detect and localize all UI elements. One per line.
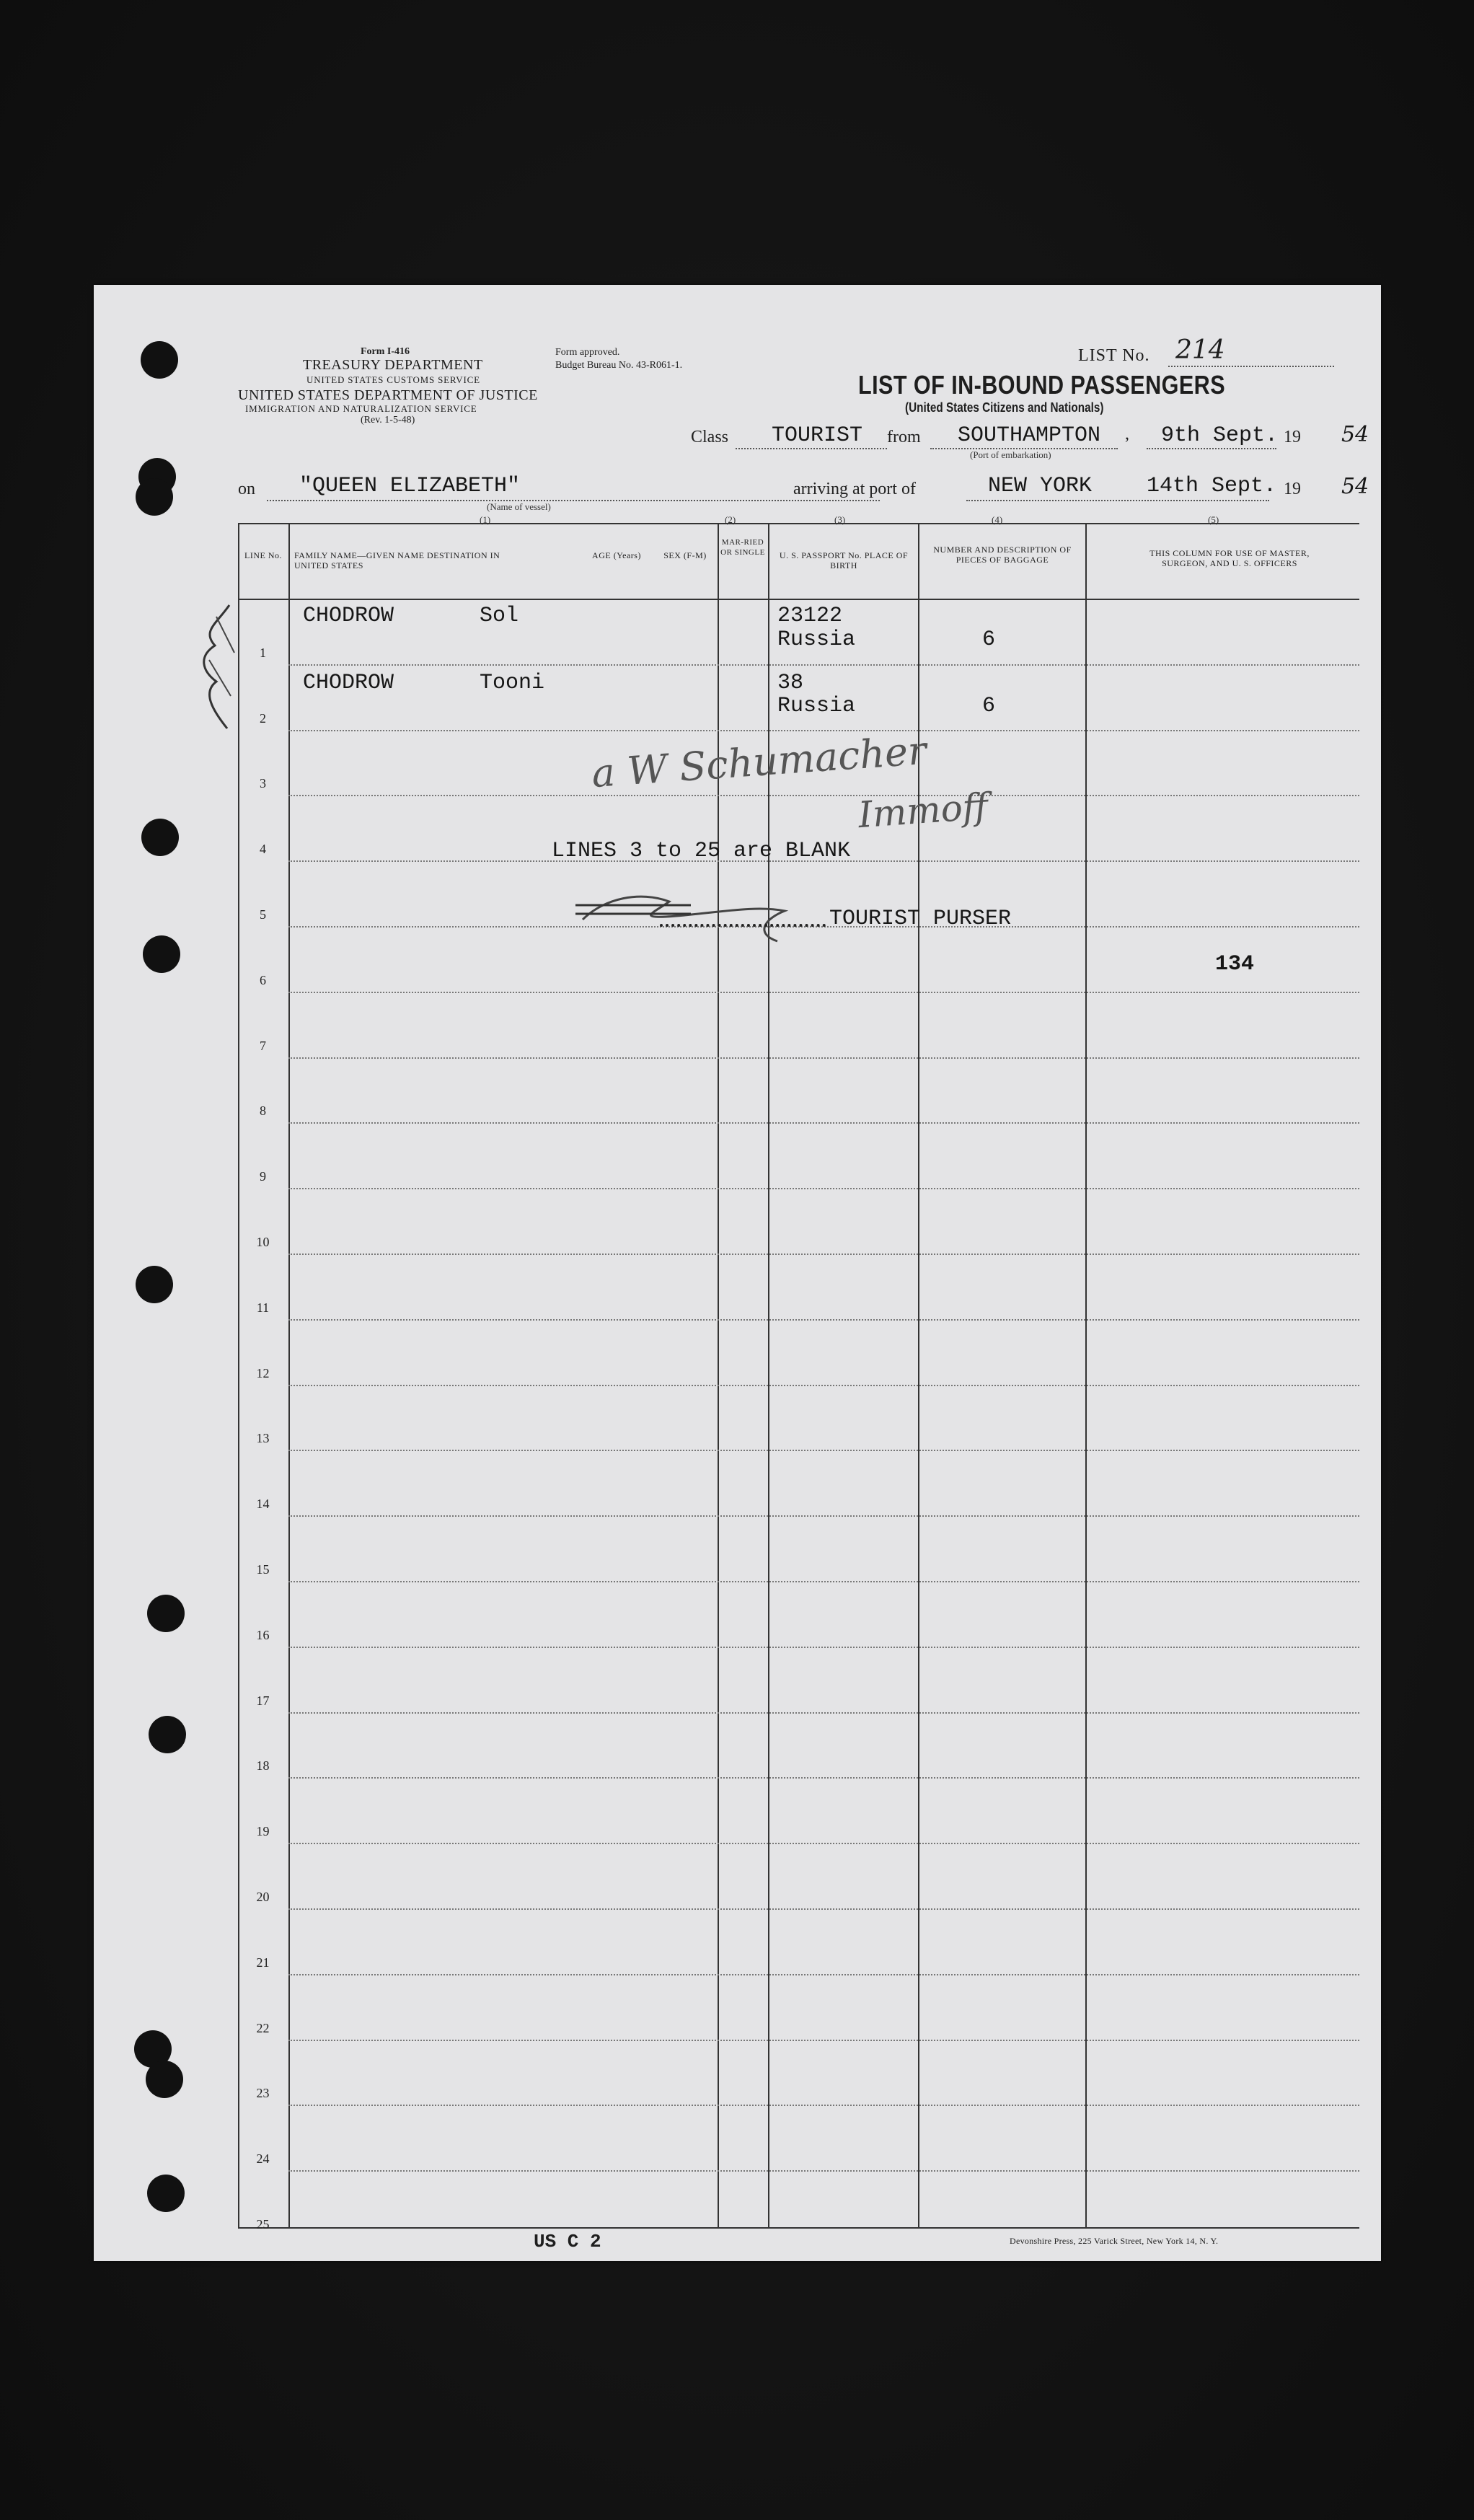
- depart-year: 54: [1341, 422, 1369, 447]
- row-rule: [288, 1974, 1359, 1975]
- th-officers: THIS COLUMN FOR USE OF MASTER, SURGEON, AND U. S. OFFICERS: [1149, 548, 1310, 568]
- th-sex: SEX (F-M): [663, 550, 707, 560]
- line-number: 17: [256, 1693, 270, 1708]
- punch-hole: [136, 1266, 173, 1303]
- col-divider: [1085, 523, 1087, 2229]
- row-rule: [288, 1908, 1359, 1910]
- passenger-2-baggage: 6: [982, 694, 996, 718]
- vessel-note: (Name of vessel): [487, 501, 551, 512]
- year-prefix: 19: [1284, 428, 1301, 446]
- row-rule: [288, 992, 1359, 993]
- col-divider: [918, 523, 919, 2229]
- form-approved: [555, 346, 682, 372]
- form-number: Form I-416: [361, 346, 410, 357]
- passenger-1-birth: Russia: [777, 627, 856, 652]
- from-value: SOUTHAMPTON: [958, 423, 1101, 448]
- passenger-2-birth: Russia: [777, 694, 856, 718]
- row-rule: [288, 795, 1359, 796]
- vessel-name: "QUEEN ELIZABETH": [299, 474, 521, 498]
- line-number: 24: [256, 2151, 270, 2167]
- line-number: 2: [260, 710, 266, 726]
- row-rule: [288, 1319, 1359, 1321]
- th-line-no: LINE No.: [244, 550, 282, 560]
- th-passport: U. S. PASSPORT No. PLACE OF BIRTH: [779, 550, 909, 570]
- row-rule: [288, 2105, 1359, 2106]
- line-number: 11: [256, 1300, 270, 1315]
- row-rule: [288, 730, 1359, 731]
- revision: (Rev. 1-5-48): [361, 415, 415, 426]
- col-num-5: (5): [1208, 514, 1219, 525]
- page-subtitle: (United States Citizens and Nationals): [905, 400, 1104, 415]
- treasury-department: TREASURY DEPARTMENT: [303, 357, 483, 373]
- row-rule: [288, 1777, 1359, 1779]
- purser-title: TOURIST PURSER: [829, 907, 1012, 931]
- line-number: 9: [260, 1169, 266, 1184]
- passenger-2-family: CHODROW: [303, 671, 394, 695]
- justice-department: UNITED STATES DEPARTMENT OF JUSTICE: [238, 387, 538, 403]
- customs-service: UNITED STATES CUSTOMS SERVICE: [306, 374, 480, 385]
- line-number: 4: [260, 842, 266, 857]
- line-number: 21: [256, 1955, 270, 1970]
- row-rule: [288, 1647, 1359, 1648]
- passenger-2-passport: 38: [777, 671, 804, 695]
- row-rule: [288, 664, 1359, 666]
- th-name: FAMILY NAME—GIVEN NAME DESTINATION IN UNITED STATES: [294, 550, 500, 570]
- page-title: LIST OF IN-BOUND PASSENGERS: [858, 370, 1226, 400]
- arriving-label: arriving at port of: [793, 480, 916, 498]
- passenger-1-passport: 23122: [777, 604, 843, 628]
- row-rule: [288, 1843, 1359, 1844]
- passenger-1-given: Sol: [480, 604, 519, 628]
- col-num-3: (3): [834, 514, 846, 525]
- row-rule: [288, 1581, 1359, 1582]
- passenger-manifest-sheet: [94, 285, 1381, 2261]
- signature-schumacher: a W Schumacher: [590, 727, 928, 797]
- line-number: 13: [256, 1431, 270, 1446]
- punch-hole: [141, 819, 179, 856]
- row-rule: [288, 2040, 1359, 2041]
- punch-hole: [146, 2061, 183, 2098]
- line-number: 10: [256, 1235, 270, 1249]
- depart-date: 9th Sept.: [1161, 423, 1279, 448]
- line-number: 1: [260, 645, 266, 660]
- col-num-4: (4): [992, 514, 1003, 525]
- line-number: 3: [260, 776, 266, 791]
- th-married: MAR-RIED OR SINGLE: [720, 538, 765, 557]
- row-rule: [288, 1712, 1359, 1714]
- row-rule: [288, 1254, 1359, 1255]
- col-num-1: (1): [480, 514, 491, 525]
- bracket-mark: [195, 602, 245, 732]
- col-num-2: (2): [725, 514, 736, 525]
- class-value: TOURIST: [772, 423, 863, 448]
- line-number: 19: [256, 1824, 270, 1839]
- punch-hole: [147, 1595, 185, 1632]
- signature-immoff: Immoff: [857, 785, 989, 837]
- th-baggage: NUMBER AND DESCRIPTION OF PIECES OF BAGGAGE: [933, 545, 1072, 565]
- on-label: on: [238, 480, 255, 498]
- printer-credit: Devonshire Press, 225 Varick Street, New York 14, N. Y.: [1010, 2236, 1219, 2246]
- row-rule: [288, 1122, 1359, 1124]
- punch-hole: [147, 2175, 185, 2212]
- blank-lines-note: LINES 3 to 25 are BLANK: [552, 839, 851, 863]
- row-rule: [288, 1188, 1359, 1189]
- port-note: (Port of embarkation): [970, 449, 1051, 460]
- vessel-rule: [267, 500, 880, 501]
- list-no-rule: [1168, 366, 1334, 367]
- line-number: 8: [260, 1103, 266, 1119]
- form-approved-text: Form approved.: [555, 347, 620, 358]
- punch-hole: [143, 935, 180, 973]
- arrival-date: 14th Sept.: [1147, 474, 1277, 498]
- class-label: Class: [691, 428, 729, 446]
- immigration-service: IMMIGRATION AND NATURALIZATION SERVICE: [245, 403, 477, 414]
- punch-hole: [149, 1716, 186, 1753]
- row-rule: [288, 2170, 1359, 2172]
- arrival-rule: [966, 500, 1269, 501]
- arrival-year: 54: [1341, 474, 1369, 499]
- row-rule: [288, 1450, 1359, 1451]
- purser-rule: [660, 924, 826, 927]
- purser-signature: [575, 876, 821, 948]
- col-divider: [288, 523, 290, 2229]
- class-rule: [736, 448, 887, 449]
- year-prefix-2: 19: [1284, 480, 1301, 498]
- line-number: 5: [260, 907, 266, 922]
- date-rule: [1147, 448, 1276, 449]
- row-rule: [288, 1515, 1359, 1517]
- punch-hole: [136, 478, 173, 516]
- line-number: 22: [256, 2020, 270, 2035]
- footer-code: US C 2: [534, 2231, 601, 2252]
- line-number: 7: [260, 1038, 266, 1053]
- row-rule: [288, 1385, 1359, 1386]
- line-number: 25: [256, 2217, 270, 2232]
- line-number: 20: [256, 1890, 270, 1904]
- budget-bureau: Budget Bureau No. 43-R061-1.: [555, 360, 683, 371]
- stamp-number: 134: [1215, 952, 1255, 977]
- passenger-1-family: CHODROW: [303, 604, 394, 628]
- list-no-value: 214: [1175, 335, 1225, 365]
- line-number: 14: [256, 1497, 270, 1512]
- th-age: AGE (Years): [592, 550, 641, 560]
- list-no-label: LIST No.: [1078, 346, 1150, 365]
- passenger-1-baggage: 6: [982, 627, 996, 652]
- from-label: from: [887, 428, 921, 446]
- header-rule: [238, 599, 1359, 600]
- line-number: 6: [260, 972, 266, 987]
- arrival-port: NEW YORK: [988, 474, 1093, 498]
- line-number: 23: [256, 2086, 270, 2101]
- punch-hole: [141, 341, 178, 379]
- comma-1: ,: [1125, 425, 1129, 444]
- row-rule: [288, 1057, 1359, 1059]
- passenger-2-given: Tooni: [480, 671, 545, 695]
- line-number: 12: [256, 1365, 270, 1380]
- line-number: 16: [256, 1627, 270, 1642]
- line-number: 15: [256, 1562, 270, 1577]
- line-number: 18: [256, 1758, 270, 1774]
